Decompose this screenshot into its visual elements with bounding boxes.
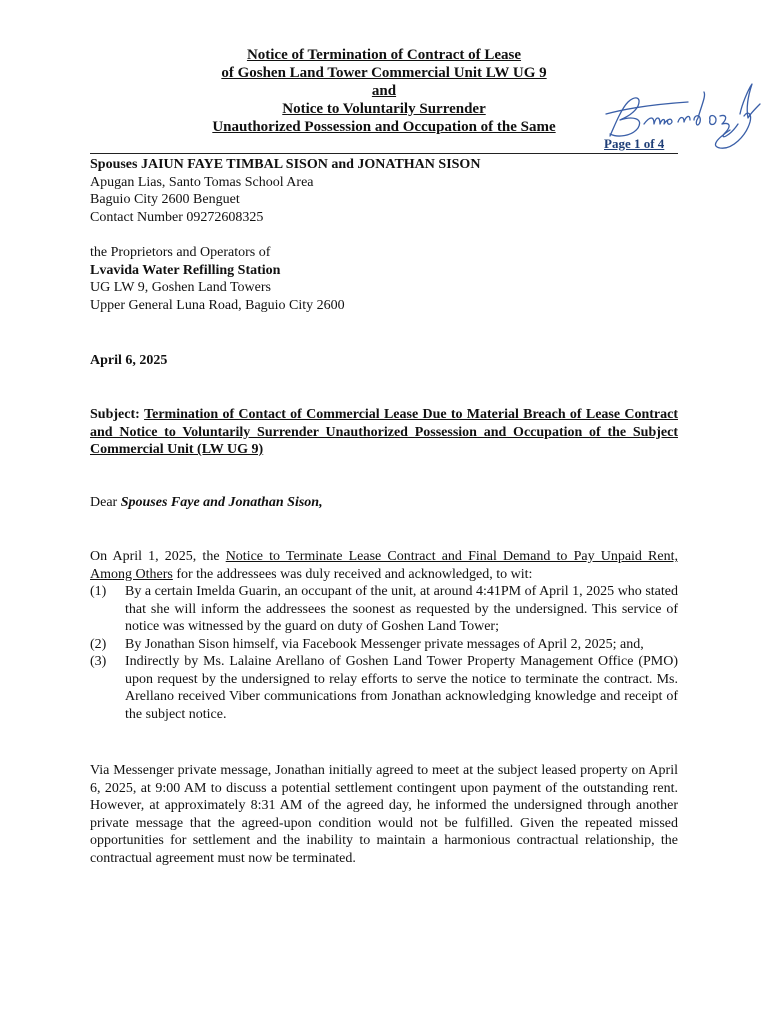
salutation-prefix: Dear	[90, 495, 118, 510]
referenced-notice: Notice to Terminate Lease Contract and Final Demand to Pay Unpaid Rent, Among Others	[90, 549, 678, 582]
list-item	[90, 653, 678, 723]
subject-line	[90, 406, 678, 459]
paragraph-1	[90, 548, 678, 583]
page-number: Page 1 of 4	[604, 136, 665, 151]
business-line: UG LW 9, Goshen Land Towers	[90, 280, 271, 295]
list-item-number: (1)	[90, 584, 107, 599]
salutation	[90, 494, 678, 512]
title-line-5: Unauthorized Possession and Occupation of the Same	[212, 119, 556, 135]
addressee-line: Baguio City 2600 Benguet	[90, 192, 240, 207]
addressee-line: Apugan Lias, Santo Tomas School Area	[90, 174, 314, 190]
list-item-number: (2)	[90, 636, 107, 652]
list-item-text: Indirectly by Ms. Lalaine Arellano of Goshen Land Tower Property Management Office (PMO) upon request by the undersigned to relay efforts to serve the notice to terminate the contract. Ms. Arellano received Viber communications from Jonathan acknowledging knowledge and receipt of the subject notice.	[125, 654, 678, 722]
addressee-name: Spouses JAIUN FAYE TIMBAL SISON and JONATHAN SISON	[90, 157, 481, 172]
subject-text: Termination of Contact of Commercial Lease Due to Material Breach of Lease Contract and Notice to Voluntarily Surrender Unauthorized Possession and Occupation of the Subject Commercial Unit (LW UG 9)	[90, 407, 679, 457]
paragraph-1-post: for the addressees was duly received and acknowledged, to wit:	[176, 566, 533, 582]
list-item	[90, 636, 678, 654]
business-line: Upper General Luna Road, Baguio City 2600	[90, 297, 345, 313]
addressee-block	[90, 156, 678, 226]
salutation-name: Spouses Faye and Jonathan Sison,	[120, 495, 323, 510]
list-item-text: By a certain Imelda Guarin, an occupant of the unit, at around 4:41PM of April 1, 2025 who stated that she will inform the addressees the soonest as requested by the undersigned. This service of notice was witnessed by the guard on duty of Goshen Land Tower;	[125, 584, 678, 634]
notice-title	[130, 46, 638, 136]
service-list	[90, 583, 678, 723]
letter-date: April 6, 2025	[90, 353, 168, 368]
title-line-1: Notice of Termination of Contract of Lease	[246, 47, 522, 63]
title-line-3: and	[371, 83, 397, 99]
title-line-2: of Goshen Land Tower Commercial Unit LW UG 9	[221, 65, 547, 81]
list-item	[90, 583, 678, 636]
header-divider	[90, 153, 678, 154]
business-block	[90, 244, 678, 314]
subject-label: Subject:	[90, 407, 140, 422]
list-item-text: By Jonathan Sison himself, via Facebook Messenger private messages of April 2, 2025; and,	[125, 636, 644, 652]
business-name: Lvavida Water Refilling Station	[90, 262, 281, 278]
paragraph-1-pre: On April 1, 2025, the	[90, 549, 220, 564]
addressee-line: Contact Number 09272608325	[90, 209, 264, 225]
list-item-number: (3)	[90, 654, 107, 669]
business-intro: the Proprietors and Operators of	[90, 245, 271, 260]
paragraph-2: Via Messenger private message, Jonathan initially agreed to meet at the subject leased property on April 6, 2025, at 9:00 AM to discuss a potential settlement contingent upon payment of the outstanding rent. However, at approximately 8:31 AM of the agreed day, he informed the undersigned through another private message that the agreed-upon condition would not be fulfilled. Given the repeated missed opportunities for settlement and the inability to maintain a harmonious contractual relationship, the contractual agreement must now be terminated.	[90, 763, 678, 866]
title-line-4: Notice to Voluntarily Surrender	[282, 101, 486, 117]
